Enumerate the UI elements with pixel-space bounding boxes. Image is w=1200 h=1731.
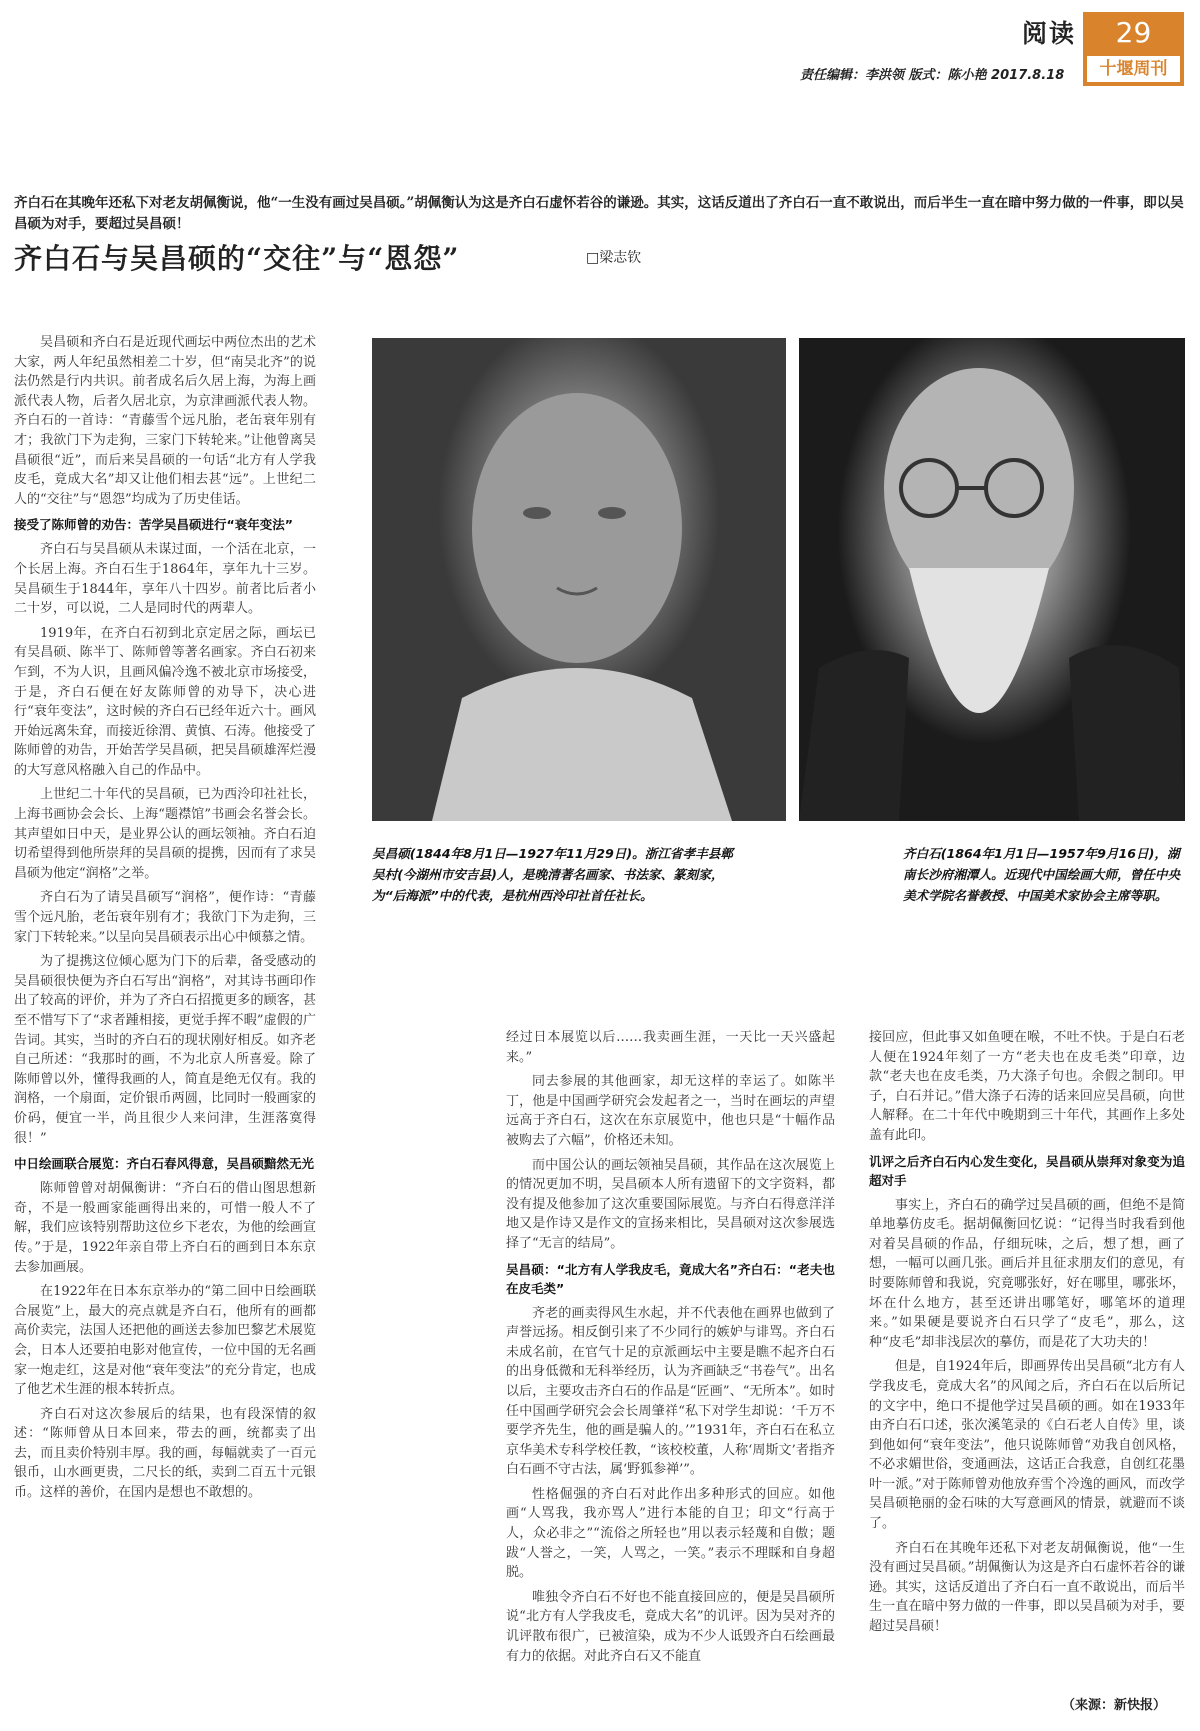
paragraph: 唯独令齐白石不好也不能直接回应的，便是吴昌硕所说“北方有人学我皮毛，竟成大名”的讥评。因为吴对齐的讥评散布很广，已被渲染，成为不少人诋毁齐白石绘画最有力的依据。对此齐白石又不能直 [506, 1589, 835, 1664]
paragraph: 齐老的画卖得风生水起，并不代表他在画界也做到了声誉远扬。相反倒引来了不少同行的嫉妒与诽骂。齐白石未成名前，在官气十足的京派画坛中主要是瞧不起齐白石的出身低微和无科举经历，认为齐画缺乏“书卷气”。出名以后，主要攻击齐白石的作品是“匠画”、“无所本”。如时任中国画学研究会会长周肇祥“私下对学生却说：‘千万不要学齐先生，他的画是骗人的。’”1931年，齐白石在私立京华美术专科学校任教，“该校校董，人称‘周斯文’者指齐白石画不守古法，属‘野狐参禅’”。 [506, 1305, 835, 1478]
paragraph: 1919年，在齐白石初到北京定居之际，画坛已有吴昌硕、陈半丁、陈师曾等著名画家。齐白石初来乍到，不为人识，且画风偏冷逸不被北京市场接受，于是，齐白石便在好友陈师曾的劝导下，决心进行“衰年变法”，这时候的齐白石已经年近六十。画风开始远离朱耷，而接近徐渭、黄慎、石涛。他接受了陈师曾的劝告，开始苦学吴昌硕，把吴昌硕雄浑烂漫的大写意风格融入自己的作品中。 [14, 625, 316, 778]
section-name: 阅读 [1022, 19, 1077, 48]
article-column-3 [869, 1028, 1185, 1642]
qi-caption: 齐白石(1864年1月1日—1957年9月16日)，湖南长沙府湘潭人。近现代中国绘画大师，曾任中央美术学院名誉教授、中国美术家协会主席等职。 [903, 846, 1181, 903]
paragraph: 性格倔强的齐白石对此作出多种形式的回应。如他画“人骂我，我亦骂人”进行本能的自卫；印文“行高于人，众必非之”“流俗之所轻也”用以表示轻蔑和自傲；题跋“人誉之，一笑，人骂之，一笑。”表示不理睬和自身超脱。 [506, 1486, 835, 1581]
paper-name: 十堰周刊 [1087, 56, 1180, 82]
paragraph: 同去参展的其他画家，却无这样的幸运了。如陈半丁，他是中国画学研究会发起者之一，当时在画坛的声望远高于齐白石，这次在东京展览中，他也只是“十幅作品被购去了六幅”，价格还未知。 [506, 1074, 835, 1148]
wu-changshuo-photo [372, 338, 786, 821]
paragraph: 经过日本展览以后……我卖画生涯，一天比一天兴盛起来。” [506, 1030, 835, 1065]
paragraph: 接回应，但此事又如鱼哽在喉，不吐不快。于是白石老人便在1924年刻了一方“老夫也在皮毛类”印章，边款“老夫也在皮毛类，乃大涤子句也。余假之制印。甲子，白石并记。”借大涤子石涛的话来回应吴昌硕，向世人解释。在二十年代中晚期到三十年代，其画作上多处盖有此印。 [869, 1030, 1185, 1143]
paragraph: 而中国公认的画坛领袖吴昌硕，其作品在这次展览上的情况更加不明，吴昌硕本人所有遗留下的文字资料，都没有提及他参加了这次重要国际展览。与齐白石得意洋洋地又是作诗又是作文的宣扬来相比，吴昌硕对这次参展选择了“无言的结局”。 [506, 1157, 835, 1251]
paragraph: 为了提携这位倾心愿为门下的后辈，备受感动的吴昌硕很快便为齐白石写出“润格”，对其诗书画印作出了较高的评价，并为了齐白石招揽更多的顾客，甚至不惜写下了“求者踵相接，更觉手挥不暇”虚假的广告词。其实，当时的齐白石的现状刚好相反。如齐老自己所述：“我那时的画，不为北京人所喜爱。除了陈师曾以外，懂得我画的人，简直是绝无仅有。我的润格，一个扇面，定价银币两圆，比同时一般画家的价码，便宜一半，尚且很少人来问津，生涯落寞得很！” [14, 954, 316, 1146]
subheading: 吴昌硕：“北方有人学我皮毛，竟成大名”齐白石：“老夫也在皮毛类” [506, 1261, 835, 1296]
wu-caption: 吴昌硕(1844年8月1日—1927年11月29日)。浙江省孝丰县鄣吴村(今湖州市安吉县)人，是晚清著名画家、书法家、篆刻家，为“后海派”中的代表，是杭州西泠印社首任社长。 [372, 846, 733, 903]
subheading: 中日绘画联合展览：齐白石春风得意，吴昌硕黯然无光 [14, 1156, 315, 1172]
paragraph: 齐白石为了请吴昌硕写“润格”，便作诗：“青藤雪个远凡胎，老缶衰年别有才；我欲门下为走狗，三家门下转轮来。”以呈向吴昌硕表示出心中倾慕之情。 [14, 890, 316, 945]
article-column-1 [14, 333, 316, 1508]
paragraph: 陈师曾曾对胡佩衡讲：“齐白石的借山图思想新奇，不是一般画家能画得出来的，可惜一般人不了解，我们应该特别帮助这位乡下老农，为他的绘画宣传。”于是，1922年亲自带上齐白石的画到日本东京去参加画展。 [14, 1181, 316, 1275]
paragraph: 上世纪二十年代的吴昌硕，已为西泠印社社长，上海书画协会会长、上海“题襟馆”书画会名誉会长。其声望如日中天，是业界公认的画坛领袖。齐白石迫切希望得到他所崇拜的吴昌硕的提携，因而有了求吴昌硕为他定“润格”之举。 [14, 787, 316, 881]
page-number: 29 [1115, 16, 1152, 49]
page-badge [1083, 12, 1184, 86]
subheading: 讥评之后齐白石内心发生变化，吴昌硕从崇拜对象变为追超对手 [869, 1153, 1185, 1188]
editor-credit: 责任编辑：李洪领 版式：陈小艳 2017.8.18 [800, 68, 1065, 83]
headline: 齐白石与吴昌硕的“交往”与“恩怨” [14, 242, 460, 275]
source-credit: （来源：新快报） [1061, 1698, 1166, 1713]
article-column-2 [506, 1028, 835, 1671]
paragraph: 事实上，齐白石的确学过吴昌硕的画，但绝不是简单地摹仿皮毛。据胡佩衡回忆说：“记得当时我看到他对着吴昌硕的作品，仔细玩味，之后，想了想，画了想，一幅可以画几张。画后并且征求朋友们的意见，有时要陈师曾和我说，究竟哪张好，好在哪里，哪张坏，坏在什么地方，甚至还讲出哪笔好，哪笔坏的道理来。”如果硬是要说齐白石只学了“皮毛”，那么，这种“皮毛”却非浅层次的摹仿，而是花了大功夫的！ [869, 1197, 1185, 1350]
paragraph: 但是，自1924年后，即画界传出吴昌硕“北方有人学我皮毛，竟成大名”的风闻之后，齐白石在以后所记的文字中，绝口不提他学过吴昌硕的画。如在1933年由齐白石口述，张次溪笔录的《白石老人自传》里，谈到他如何“衰年变法”，他只说陈师曾“劝我自创风格，不必求媚世俗，变通画法，这话正合我意，自创红花墨叶一派。”对于陈师曾劝他放弃雪个冷逸的画风，而改学吴昌硕艳丽的金石味的大写意画风的情景，就避而不谈了。 [869, 1359, 1185, 1532]
subheading: 接受了陈师曾的劝告：苦学吴昌硕进行“衰年变法” [14, 517, 293, 533]
paragraph: 齐白石对这次参展后的结果，也有段深情的叙述：“陈师曾从日本回来，带去的画，统都卖了出去，而且卖价特别丰厚。我的画，每幅就卖了一百元银币，山水画更贵，二尺长的纸，卖到二百五十元银币。这样的善价，在国内是想也不敢想的。 [14, 1406, 316, 1501]
paragraph: 吴昌硕和齐白石是近现代画坛中两位杰出的艺术大家，两人年纪虽然相差二十岁，但“南吴北齐”的说法仍然是行内共识。前者成名后久居上海，为海上画派代表人物，后者久居北京，为京津画派代表人物。齐白石的一首诗：“青藤雪个远凡胎，老缶衰年别有才；我欲门下为走狗，三家门下转轮来。”让他曾离吴昌硕很“近”，而后来吴昌硕的一句话“北方有人学我皮毛，竟成大名”却又让他们相去甚“远”。上世纪二人的“交往”与“恩怨”均成为了历史佳话。 [14, 335, 316, 507]
paragraph: 齐白石在其晚年还私下对老友胡佩衡说，他“一生没有画过吴昌硕。”胡佩衡认为这是齐白石虚怀若谷的谦逊。其实，这话反道出了齐白石一直不敢说出，而后半生一直在暗中努力做的一件事，即以吴昌硕为对手，要超过吴昌硕！ [869, 1540, 1185, 1635]
paragraph: 在1922年在日本东京举办的“第二回中日绘画联合展览”上，最大的亮点就是齐白石，他所有的画都高价卖完，法国人还把他的画送去参加巴黎艺术展览会，日本人还要拍电影对他宣传，一位中国的无名画家一炮走红，这是对他“衰年变法”的充分肯定，也成了他艺术生涯的根本转折点。 [14, 1284, 316, 1398]
byline: □梁志钦 [586, 250, 642, 266]
qi-baishi-photo [799, 338, 1185, 821]
lead-paragraph: 齐白石在其晚年还私下对老友胡佩衡说，他“一生没有画过吴昌硕。”胡佩衡认为这是齐白石虚怀若谷的谦逊。其实，这话反道出了齐白石一直不敢说出，而后半生一直在暗中努力做的一件事，即以吴昌硕为对手，要超过吴昌硕！ [14, 195, 1184, 232]
paragraph: 齐白石与吴昌硕从未谋过面，一个活在北京，一个长居上海。齐白石生于1864年，享年九十三岁。吴昌硕生于1844年，享年八十四岁。前者比后者小二十岁，可以说，二人是同时代的两辈人。 [14, 542, 316, 617]
